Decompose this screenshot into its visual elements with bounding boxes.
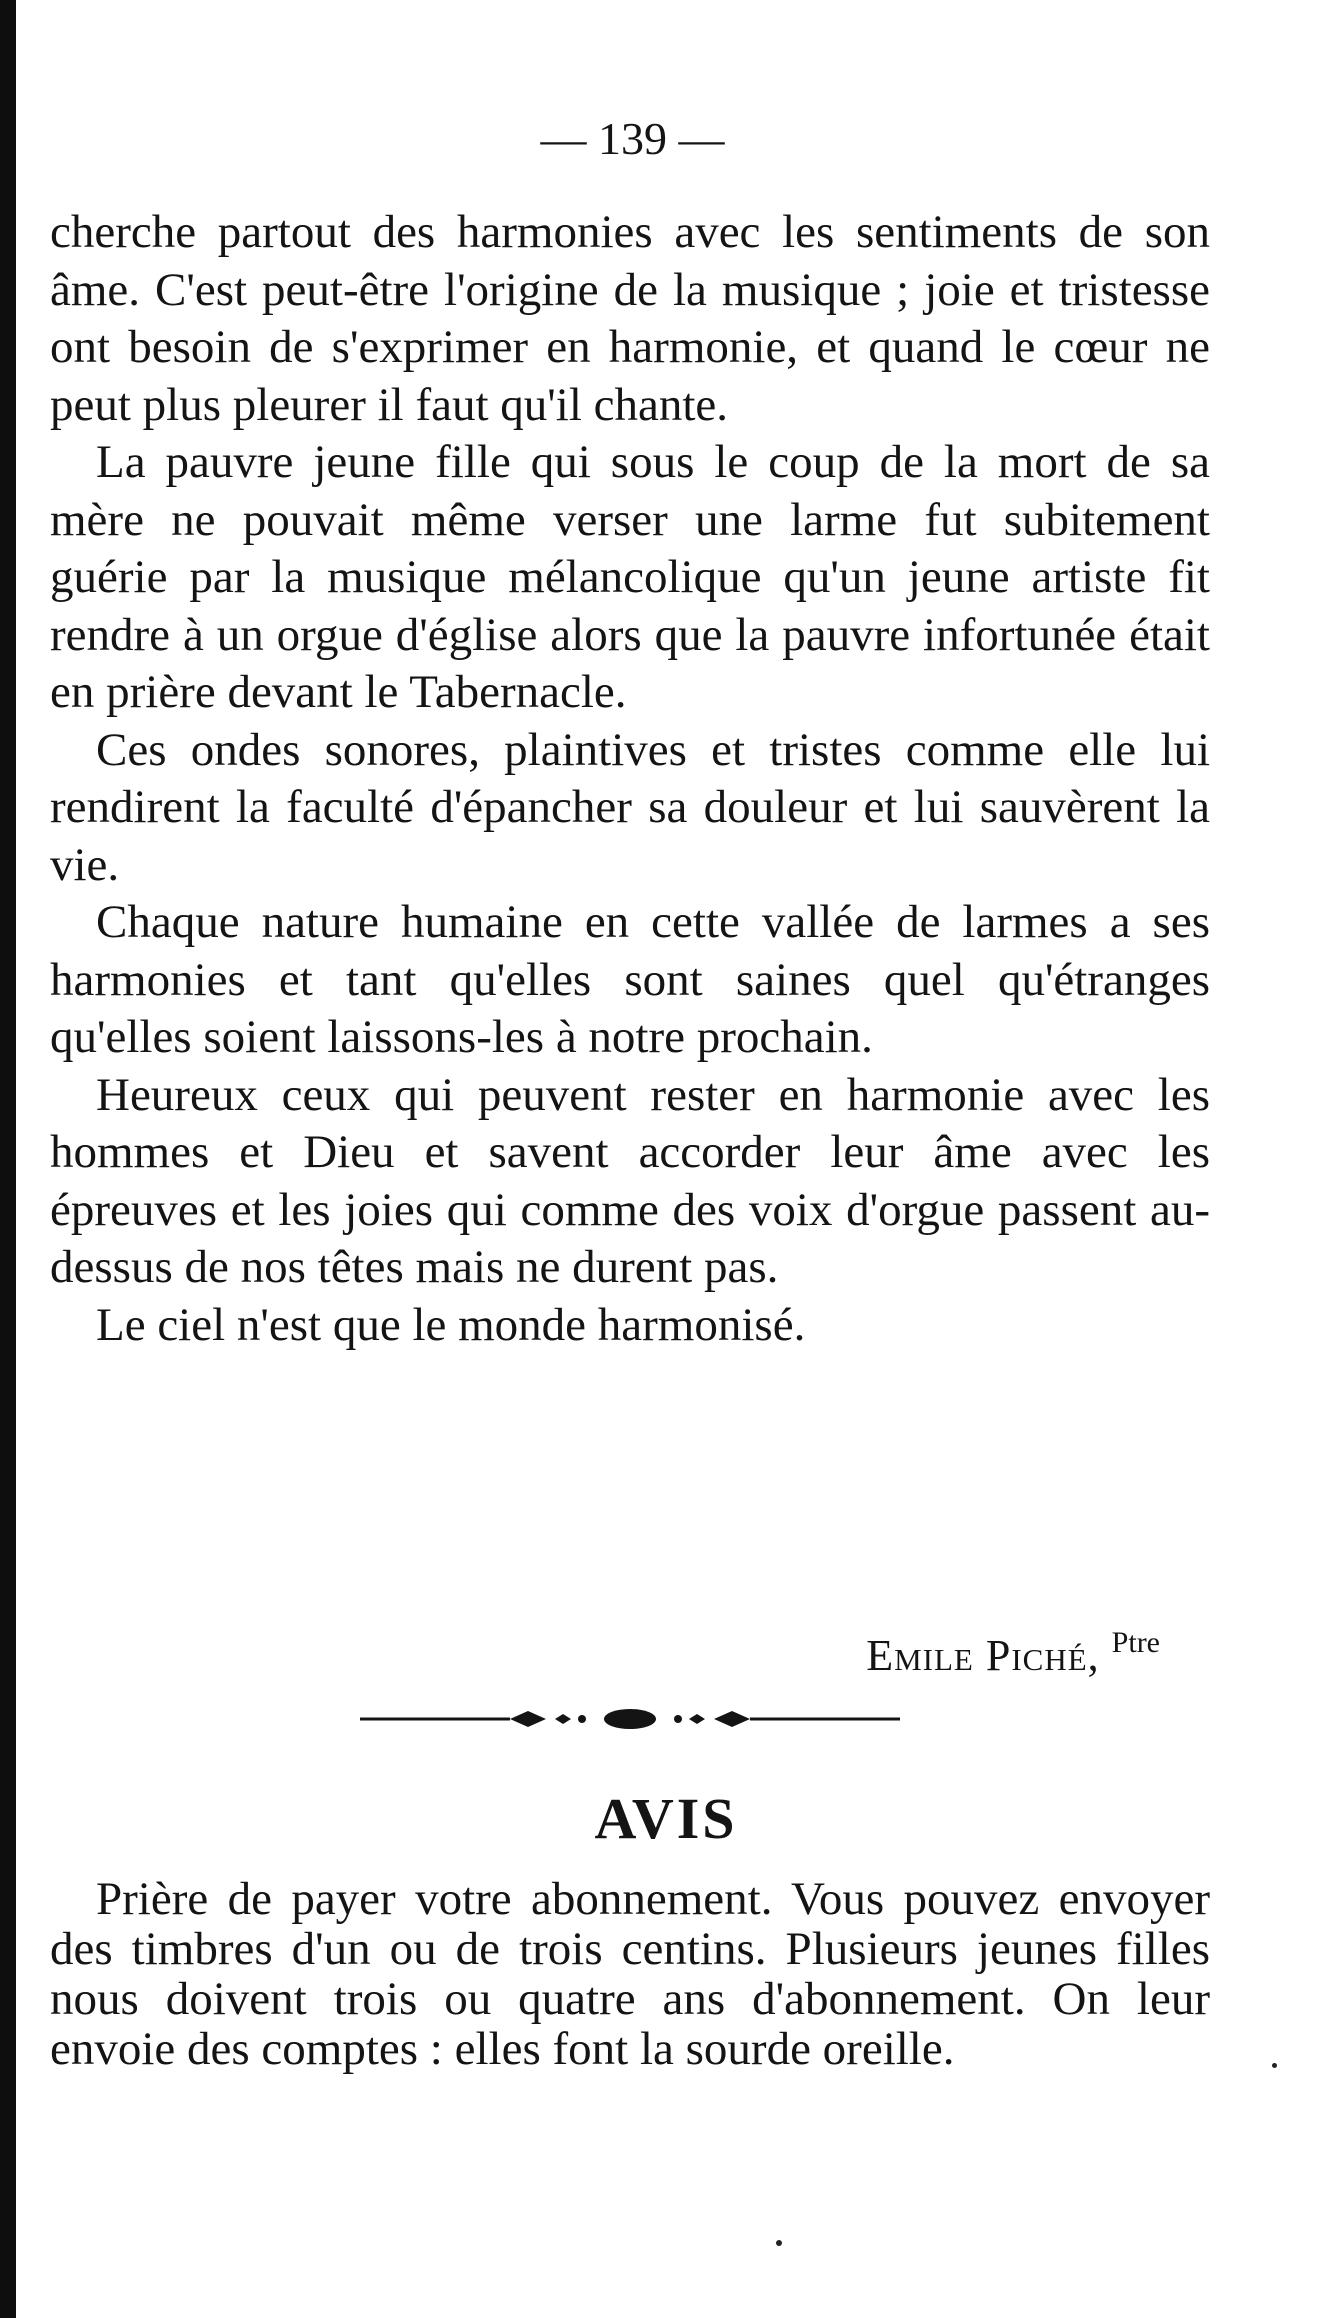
page-number: — 139 — bbox=[540, 113, 725, 164]
signature bbox=[600, 1626, 1160, 1681]
print-speck bbox=[1272, 2063, 1277, 2068]
paragraph: La pauvre jeune fille qui sous le coup de la mort de sa mère ne pouvait même verser une larme fut subitement guérie par la musique mélancolique qu'un jeune artiste fit rendre à un orgue d'église alors que la pauvre infortunée était en prière devant le Tabernacle. bbox=[50, 436, 1210, 718]
paragraph: Ces ondes sonores, plaintives et tristes comme elle lui rendirent la faculté d'épancher sa douleur et lui sauvèrent la vie. bbox=[50, 723, 1210, 891]
notice-paragraph: Prière de payer votre abonnement. Vous pouvez envoyer des timbres d'un ou de trois centins. Plusieurs jeunes filles nous doivent trois ou quatre ans d'abonnement. On leur envoie des comptes : elles font la sourde oreille. bbox=[50, 1873, 1210, 2075]
paragraph: Heureux ceux qui peuvent rester en harmonie avec les hommes et Dieu et savent accorder leur âme avec les épreuves et les joies qui comme des voix d'orgue passent au-dessus de nos têtes mais ne durent pas. bbox=[50, 1068, 1210, 1293]
signature-title: Ptre bbox=[1111, 1626, 1160, 1659]
notice-body bbox=[50, 1874, 1210, 2074]
signature-name: Emile Piché, bbox=[866, 1631, 1100, 1680]
paragraph: Le ciel n'est que le monde harmonisé. bbox=[96, 1298, 806, 1351]
paragraph: cherche partout des harmonies avec les sentiments de son âme. C'est peut-être l'origine de la musique ; joie et tristesse ont besoin de s'exprimer en harmonie, et quand le cœur ne peut plus pleurer il faut qu'il chante. bbox=[50, 206, 1210, 431]
ornamental-divider bbox=[360, 1701, 900, 1737]
notice-heading: AVIS bbox=[594, 1786, 738, 1851]
binding-edge bbox=[0, 0, 16, 2318]
print-speck bbox=[776, 2240, 782, 2246]
article-body bbox=[50, 204, 1210, 1354]
paragraph: Chaque nature humaine en cette vallée de larmes a ses harmonies et tant qu'elles sont saines quel qu'étranges qu'elles soient laissons-les à notre prochain. bbox=[50, 896, 1210, 1063]
